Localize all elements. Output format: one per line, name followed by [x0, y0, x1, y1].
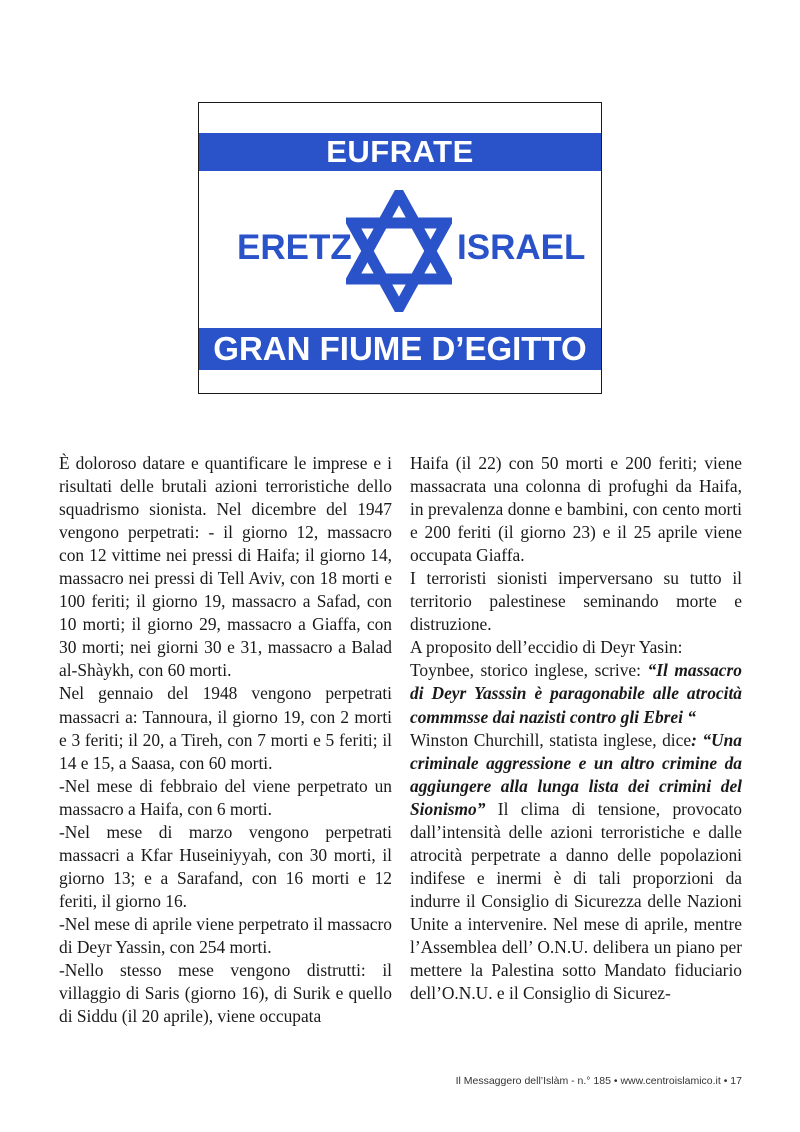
- paragraph: -Nello stesso mese vengono distrutti: il villaggio di Saris (giorno 16), di Surik e quello di Siddu (il 20 aprile), viene occupata: [59, 960, 392, 1027]
- quote-attribution: Winston Churchill, statista inglese, dice: [410, 729, 692, 750]
- quote-attribution: Toynbee, storico inglese, scrive:: [410, 660, 648, 681]
- paragraph: -Nel mese di aprile viene perpetrato il massacro di Deyr Yassin, con 254 morti.: [59, 913, 392, 957]
- churchill-quote: “Una criminale aggressione e un altro crimine da aggiungere alla lunga lista dei crimini del Sionismo”: [410, 729, 742, 819]
- toynbee-paragraph: [410, 659, 742, 728]
- paragraph: -Nel mese di febbraio del viene perpetrato un massacro a Haifa, con 6 morti.: [59, 775, 392, 819]
- paragraph: Nel gennaio del 1948 vengono perpetrati massacri a: Tannoura, il giorno 19, con 2 morti e 3 feriti; il 20, a Tireh, con 7 morti e 5 feriti; il 14 e 15, a Saasa, con 60 morti.: [59, 683, 392, 773]
- toynbee-quote: “Il massacro di Deyr Yasssin è paragonabile alle atrocità commmsse dai nazisti contro gli Ebrei “: [410, 660, 742, 727]
- quote-colon: :: [691, 729, 697, 750]
- paragraph-text: Il clima di tensione, provocato dall’intensità delle azioni terroristiche e dalle atrocità perpetrate a danno delle popolazioni indifese e inermi è di tali proporzioni da indurre il Consiglio di Sicurezza delle Nazioni Unite a intervenire. Nel mese di aprile, mentre l’Assemblea dell’ O.N.U. delibera un piano per mettere la Palestina sotto Mandato fiduciario dell’O.N.U. e il Consiglio di Sicurez-: [410, 798, 742, 1004]
- flag-left-text: ERETZ: [237, 228, 352, 267]
- flag-image: [198, 102, 602, 394]
- page-footer: Il Messaggero dell’Islàm - n.° 185 • www.centroislamico.it • 17: [455, 1075, 742, 1087]
- flag-top-text: EUFRATE: [326, 134, 474, 169]
- flag-right-text: ISRAEL: [457, 228, 586, 267]
- star-of-david-icon: [346, 190, 452, 312]
- churchill-paragraph: [410, 729, 742, 1006]
- paragraph: A proposito dell’eccidio di Deyr Yasin:: [410, 637, 683, 658]
- paragraph: -Nel mese di marzo vengono perpetrati massacri a Kfar Huseiniyyah, con 30 morti, il giorno 13; e a Sarafand, con 16 morti e 12 feriti, il giorno 16.: [59, 821, 392, 911]
- paragraph: Haifa (il 22) con 50 morti e 200 feriti; viene massacrata una colonna di profughi da Haifa, in prevalenza donne e bambini, con cento morti e 200 feriti (il giorno 23) e il 25 aprile viene occupata Giaffa.: [410, 453, 742, 566]
- paragraph: È doloroso datare e quantificare le imprese e i risultati delle brutali azioni terroristiche dello squadrismo sionista. Nel dicembre del 1947 vengono perpetrati: - il giorno 12, massacro con 12 vittime nei pressi di Haifa; il giorno 14, massacro nei pressi di Tell Aviv, con 18 morti e 100 feriti; il giorno 19, massacro a Safad, con 10 morti; il giorno 29, massacro a Giaffa, con 30 morti; nei giorni 30 e 31, massacro a Balad al-Shàykh, con 60 morti.: [59, 453, 392, 681]
- right-column: [410, 452, 742, 1005]
- flag-top-stripe: [199, 133, 601, 171]
- flag-bottom-text: GRAN FIUME D’EGITTO: [213, 330, 587, 367]
- left-column: [59, 452, 392, 1028]
- flag-bottom-stripe: [199, 328, 601, 370]
- paragraph: I terroristi sionisti imperversano su tutto il territorio palestinese seminando morte e distruzione.: [410, 568, 742, 635]
